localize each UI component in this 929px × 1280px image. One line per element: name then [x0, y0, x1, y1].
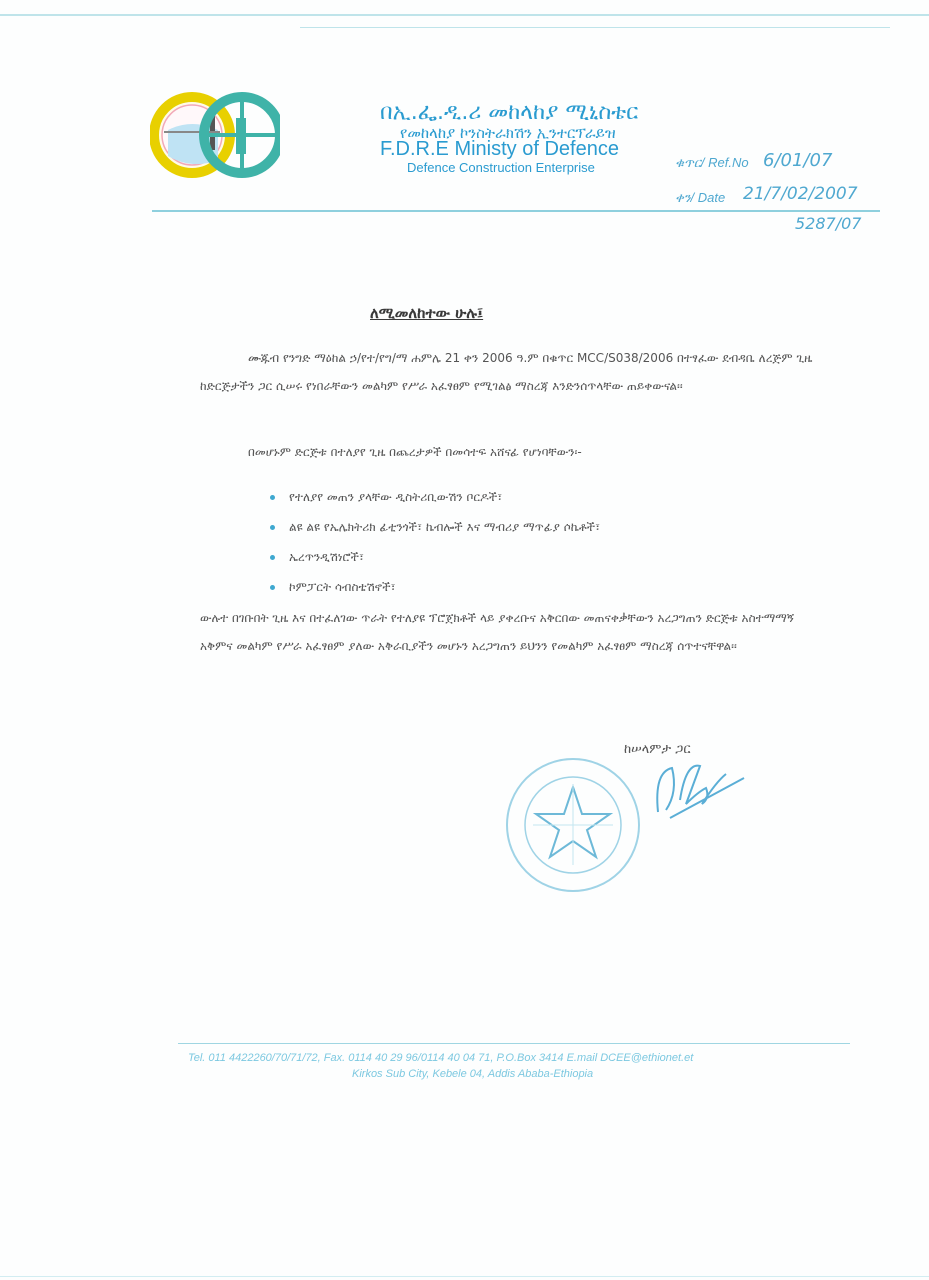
official-seal: [503, 755, 643, 895]
letterhead-amharic-title: በኢ.ፌ.ዲ.ሪ መከላከያ ሚኒስቴር: [380, 100, 639, 125]
defence-construction-emblem-icon: [150, 70, 280, 200]
bullet-icon: [270, 525, 275, 530]
body-paragraph-3: ውሉተ በገቡበት ጊዜ እና በተፈለገው ጥራት የተለያዩ ፕሮጀክቶች ላይ ያቀረቡና አቅርበው መጠናቀቃቸውን አረጋግጠን ድርጅቱ አስተማማኝ አቅምና መልካም የሥራ አፈፃፀም ያለው አቅራቢያችን መሆኑን አረጋግጠን ይህንን የመልካም አፈፃፀም ማስረጃ ሰጥተናቸዋል፡፡: [200, 611, 794, 653]
closing-greeting: ከሠላምታ ጋር: [624, 742, 691, 757]
list-item: ልዩ ልዩ የኤሌክትሪክ ፊቲንጎች፣ ኬብሎች እና ማብሪያ ማጥፊያ ሶኬቶች፣: [270, 512, 600, 542]
defence-construction-logo: [150, 70, 280, 200]
scan-line: [0, 1276, 929, 1277]
ref-number-value: 6/01/07: [763, 150, 833, 171]
footer-contact-line: Tel. 011 4422260/70/71/72, Fax. 0114 40 29 96/0114 40 04 71, P.O.Box 3414 E.mail DCEE@ethionet.et: [188, 1052, 694, 1064]
bullet-icon: [270, 585, 275, 590]
scan-line: [300, 27, 890, 28]
footer-address-line: Kirkos Sub City, Kebele 04, Addis Ababa-Ethiopia: [352, 1068, 594, 1080]
scan-line: [0, 14, 929, 16]
handwritten-number: 5287/07: [795, 214, 862, 233]
list-item: ኮምፓርት ሳብስቴሽኖች፣: [270, 572, 600, 602]
letter-subject: ለሚመለከተው ሁሉ፤: [370, 304, 484, 322]
signature-icon: [640, 752, 750, 832]
signature: [640, 752, 750, 832]
letterhead-divider: [152, 210, 880, 212]
bullet-icon: [270, 495, 275, 500]
letterhead-amharic-subtitle: የመከላከያ ኮንስትራክሽን ኢንተርፕራይዝ: [400, 124, 616, 142]
bullet-icon: [270, 555, 275, 560]
letterhead-english-title: F.D.R.E Ministy of Defence: [380, 138, 619, 160]
body-paragraph-1: ሙጁብ የንግድ ማዕከል ኃ/የተ/የግ/ማ ሐምሌ 21 ቀን 2006 ዓ.ም በቁጥር MCC/S038/2006 በተፃፈው ደብዳቤ ለረጅም ጊዜ ከድርጅታችን ጋር ሲሠሩ የነበራቸውን መልካም የሥራ አፈፃፀም የሚገልፅ ማስረጃ እንድንሰጥላቸው ጠይቀውናል፡፡: [200, 351, 813, 393]
list-item: ኤረጥንዲሽነሮች፣: [270, 542, 600, 572]
official-star-seal-icon: [503, 755, 643, 895]
date-value: 21/7/02/2007: [743, 184, 858, 204]
product-list: [270, 482, 600, 602]
footer-divider: [178, 1043, 850, 1044]
list-item: የተለያየ መጠን ያላቸው ዲስትሪቢውሽን ቦርዶች፣: [270, 482, 600, 512]
body-paragraph-2: በመሆኑም ድርጅቱ በተለያየ ጊዜ በጨረታዎች በመሳተፍ አሸናፊ የሆነባቸውን፡-: [248, 445, 582, 459]
letterhead-english-subtitle: Defence Construction Enterprise: [407, 160, 595, 175]
ref-number-label: ቁጥር/ Ref.No: [675, 155, 749, 170]
date-label: ቀን/ Date: [675, 190, 726, 205]
